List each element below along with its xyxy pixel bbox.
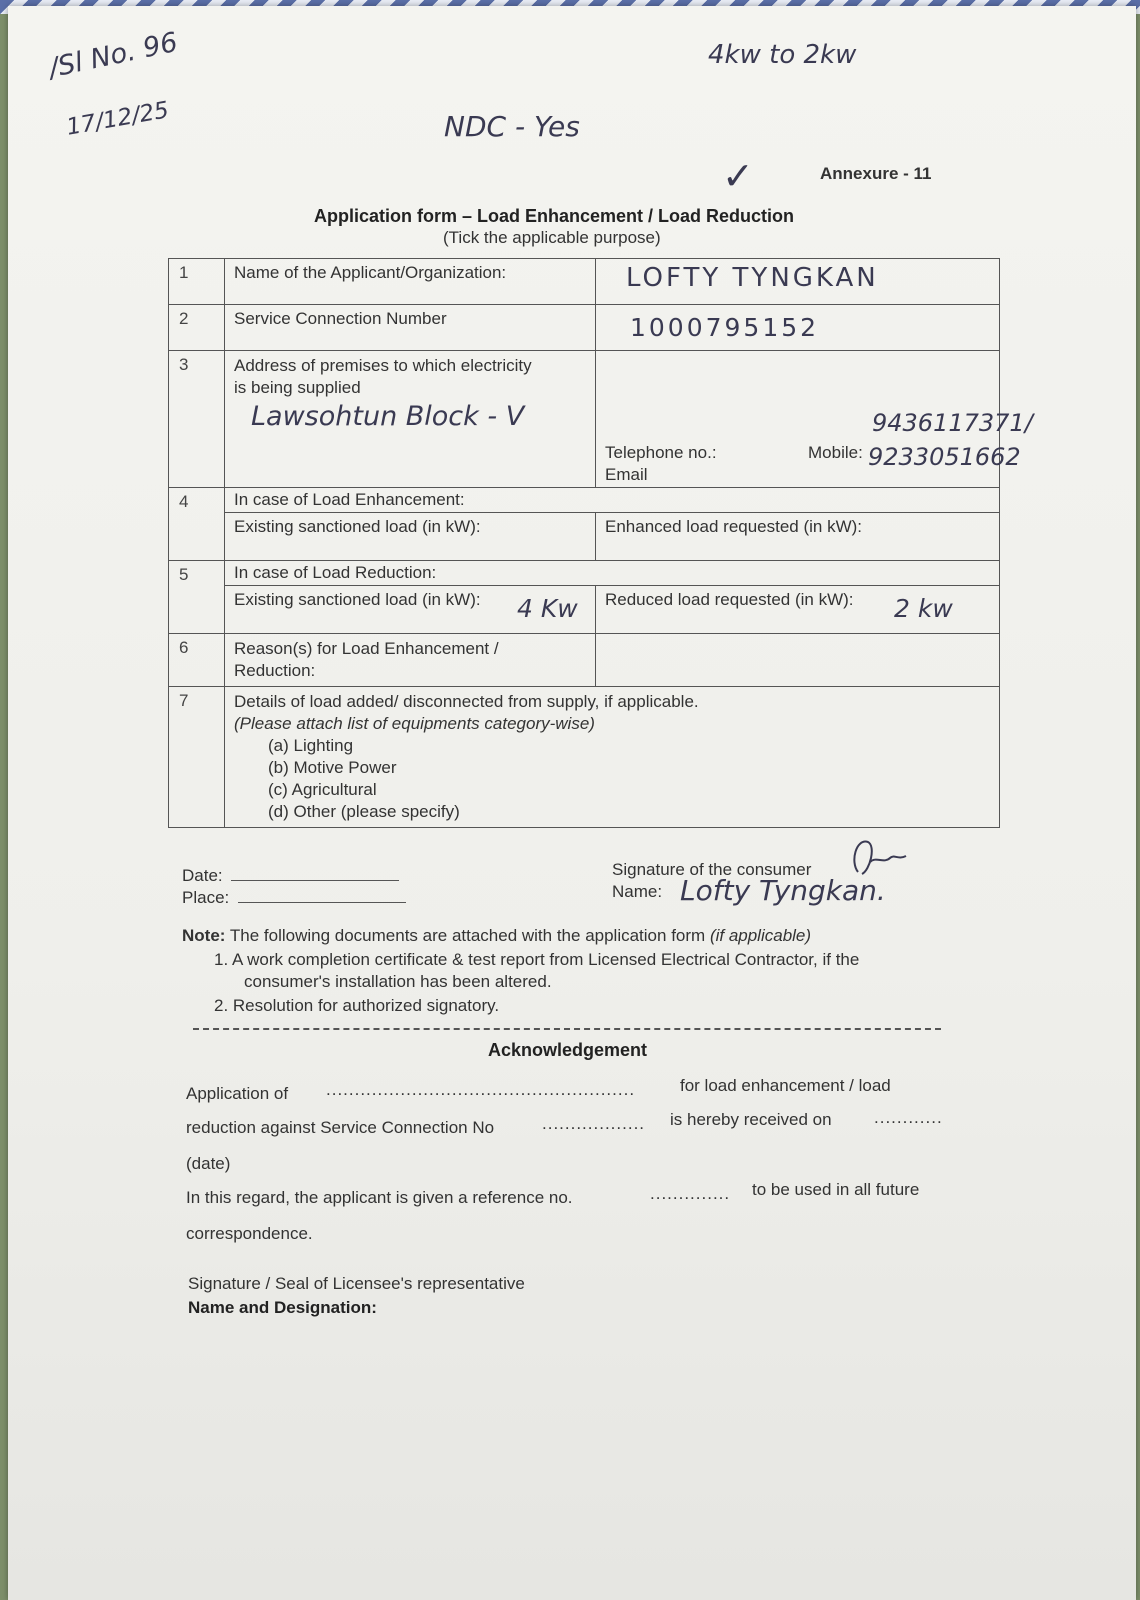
reduction-existing-cell[interactable] <box>225 586 596 634</box>
name-designation-label: Name and Designation: <box>188 1298 377 1317</box>
load-item: (b) Motive Power <box>268 758 397 777</box>
row-applicant-name <box>169 259 1000 305</box>
ack-dots-date[interactable]: ............ <box>874 1108 943 1127</box>
ack-heading: Acknowledgement <box>488 1040 648 1060</box>
row-reduction-values <box>169 586 1000 634</box>
reason-field[interactable] <box>596 634 1000 687</box>
serial-annotation: /Sl No. 96 <box>46 26 181 85</box>
note-text: The following documents are attached with the application form <box>229 926 706 945</box>
note-label: Note: <box>182 926 226 945</box>
reason-label <box>225 634 596 687</box>
row-number: 4 <box>169 488 225 561</box>
form-subtitle: (Tick the applicable purpose) <box>443 228 661 247</box>
enhancement-requested-label[interactable]: Enhanced load requested (in kW): <box>596 513 1000 561</box>
date-blank <box>231 880 399 881</box>
email-label: Email <box>605 465 648 484</box>
ack-p1-start: Application of <box>186 1084 289 1103</box>
note-line <box>182 926 811 946</box>
mobile-label: Mobile: <box>808 443 863 462</box>
service-connection-label: Service Connection Number <box>225 305 596 351</box>
mobile-value-1[interactable]: 9436117371/ <box>872 409 1033 437</box>
reduction-existing-value: 4 Kw <box>517 594 578 623</box>
ack-dots-applicant[interactable]: ...................................................... <box>326 1080 636 1099</box>
reason-label-line2: Reduction: <box>234 661 316 680</box>
mobile-value-2[interactable]: 9233051662 <box>868 443 1021 471</box>
telephone-label: Telephone no.: <box>605 443 717 462</box>
tick-mark: ✓ <box>722 154 754 198</box>
place-field[interactable] <box>182 888 406 908</box>
enhancement-heading: In case of Load Enhancement: <box>225 488 1000 513</box>
service-connection-value: 1000795152 <box>630 313 820 342</box>
annexure-label: Annexure - 11 <box>820 164 932 183</box>
row-service-connection <box>169 305 1000 351</box>
ack-p3: (date) <box>186 1154 231 1173</box>
row-number: 1 <box>169 259 225 305</box>
ack-p4-start: In this regard, the applicant is given a reference no. <box>186 1188 573 1207</box>
row-number: 3 <box>169 351 225 488</box>
place-label: Place: <box>182 888 230 907</box>
row-address <box>169 351 1000 488</box>
applicant-name-value: LOFTY TYNGKAN <box>626 263 879 293</box>
consumer-name-label: Name: <box>612 882 663 901</box>
ack-p1-end: for load enhancement / load <box>680 1076 891 1095</box>
ack-p4-end: to be used in all future <box>752 1180 920 1199</box>
load-item: (a) Lighting <box>268 736 354 755</box>
row-enhancement-heading <box>169 488 1000 513</box>
load-details-line2: (Please attach list of equipments category-wise) <box>234 714 595 733</box>
consumer-signature-label: Signature of the consumer <box>612 860 812 879</box>
reduction-requested-cell[interactable] <box>596 586 1000 634</box>
place-blank <box>238 902 406 903</box>
form-title: Application form – Load Enhancement / Load Reduction <box>314 206 795 226</box>
address-cell <box>225 351 596 488</box>
row-number: 5 <box>169 561 225 634</box>
row-number: 2 <box>169 305 225 351</box>
note-item-1-cont: consumer's installation has been altered. <box>244 972 552 991</box>
load-details-cell <box>225 687 1000 828</box>
reduction-heading: In case of Load Reduction: <box>225 561 1000 586</box>
service-connection-field[interactable] <box>596 305 1000 351</box>
reduction-requested-value: 2 kw <box>894 594 953 623</box>
load-item: (d) Other (please specify) <box>268 802 460 821</box>
address-label-line2: is being supplied <box>234 378 361 397</box>
load-details-line1: Details of load added/ disconnected from supply, if applicable. <box>234 692 699 711</box>
licensee-signature-label: Signature / Seal of Licensee's representative <box>188 1274 525 1293</box>
contact-cell <box>596 351 1033 488</box>
date-field[interactable] <box>182 866 399 886</box>
note-item-1: 1. A work completion certificate & test report from Licensed Electrical Contractor, if the <box>214 950 860 969</box>
document-page <box>8 6 1136 1600</box>
ack-p2-start: reduction against Service Connection No <box>186 1118 495 1137</box>
date-annotation: 17/12/25 <box>64 97 171 141</box>
ack-dots-connection[interactable]: .................. <box>542 1114 646 1133</box>
ack-p2-end: is hereby received on <box>670 1110 832 1129</box>
note-text-italic: (if applicable) <box>709 926 812 945</box>
load-item: (c) Agricultural <box>268 780 377 799</box>
row-load-details <box>169 687 1000 828</box>
enhancement-existing-label[interactable]: Existing sanctioned load (in kW): <box>225 513 596 561</box>
reduction-requested-label: Reduced load requested (in kW): <box>605 590 854 609</box>
row-number: 7 <box>169 687 225 828</box>
applicant-name-label: Name of the Applicant/Organization: <box>225 259 596 305</box>
row-number: 6 <box>169 634 225 687</box>
ndc-annotation: NDC - Yes <box>444 110 580 143</box>
row-enhancement-values <box>169 513 1000 561</box>
ack-p5: correspondence. <box>186 1224 313 1243</box>
load-change-annotation: 4kw to 2kw <box>708 40 857 70</box>
reduction-existing-label: Existing sanctioned load (in kW): <box>234 590 481 609</box>
application-form-table <box>168 258 1033 828</box>
consumer-name-value[interactable]: Lofty Tyngkan. <box>680 874 886 907</box>
applicant-name-field[interactable] <box>596 259 1000 305</box>
note-item-2: 2. Resolution for authorized signatory. <box>214 996 500 1015</box>
reason-label-line1: Reason(s) for Load Enhancement / <box>234 639 499 658</box>
row-reason <box>169 634 1000 687</box>
ack-dots-reference[interactable]: .............. <box>650 1184 731 1203</box>
address-value[interactable]: Lawsohtun Block - V <box>251 401 525 432</box>
date-label: Date: <box>182 866 223 885</box>
address-label-line1: Address of premises to which electricity <box>234 356 532 375</box>
row-reduction-heading <box>169 561 1000 586</box>
separator-dashed <box>193 1028 941 1030</box>
